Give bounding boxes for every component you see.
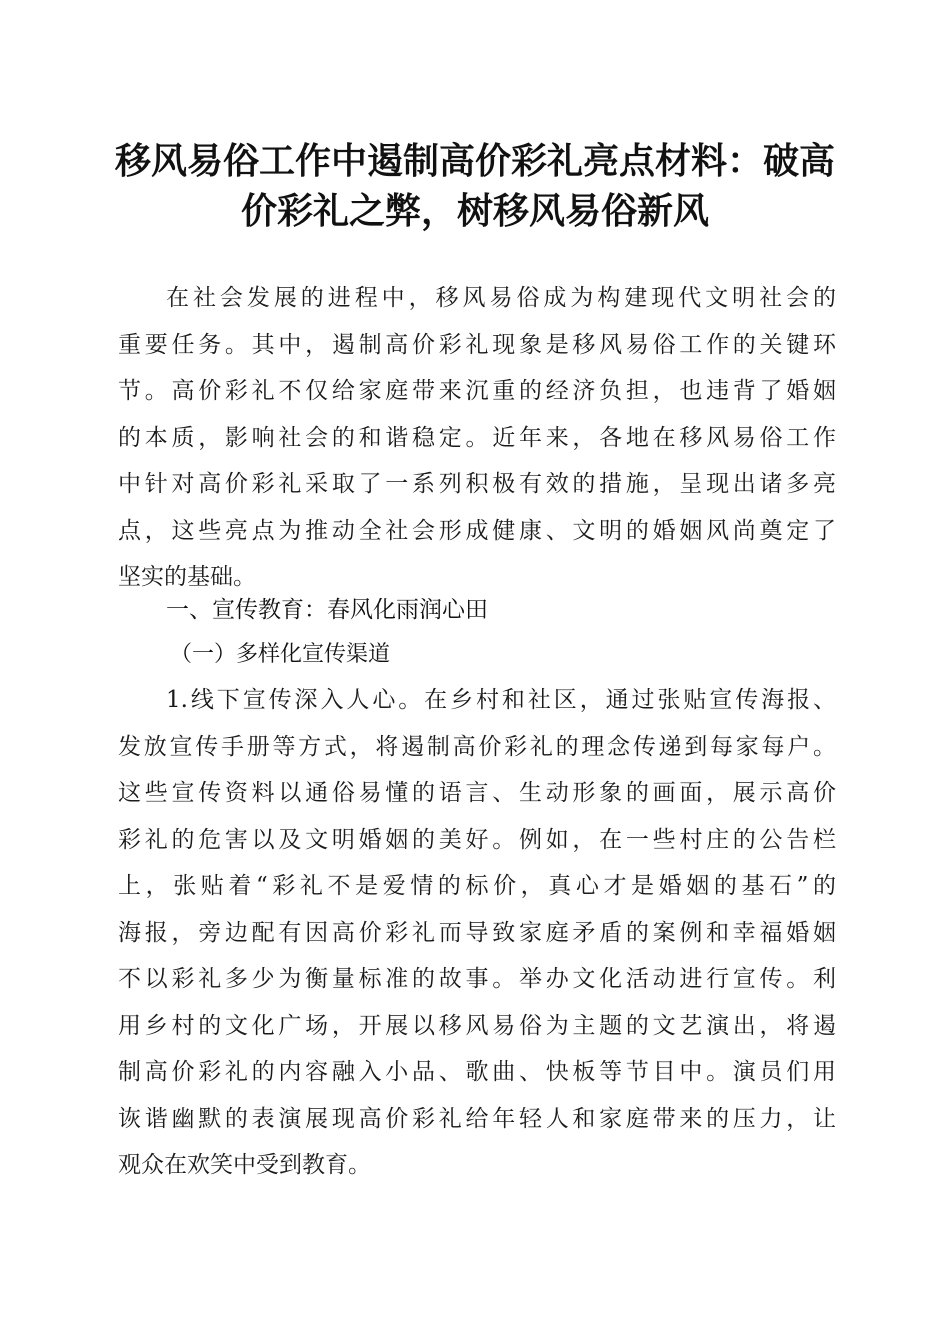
subsection-heading: （一）多样化宣传渠道 xyxy=(170,642,391,667)
paragraph-line: 重要任务。其中，遏制高价彩礼现象是移风易俗工作的关键环 xyxy=(118,331,836,358)
paragraph-line: 用乡村的文化广场，开展以移风易俗为主题的文艺演出，将遏 xyxy=(118,1012,836,1039)
paragraph-line: 制高价彩礼的内容融入小品、歌曲、快板等节目中。演员们用 xyxy=(118,1059,836,1085)
paragraph-line: 节。高价彩礼不仅给家庭带来沉重的经济负担，也违背了婚姻 xyxy=(118,378,836,404)
paragraph-line: 的本质，影响社会的和谐稳定。近年来，各地在移风易俗工作 xyxy=(118,424,836,451)
paragraph-line: 点，这些亮点为推动全社会形成健康、文明的婚姻风尚奠定了 xyxy=(118,517,836,544)
section-heading: 一、宣传教育：春风化雨润心田 xyxy=(166,597,488,623)
paragraph-line: 不以彩礼多少为衡量标准的故事。举办文化活动进行宣传。利 xyxy=(118,966,836,992)
paragraph-line: 上，张贴着“彩礼不是爱情的标价，真心才是婚姻的基石”的 xyxy=(118,873,836,899)
paragraph-line: 海报，旁边配有因高价彩礼而导致家庭矛盾的案例和幸福婚姻 xyxy=(118,919,836,946)
paragraph-line: 这些宣传资料以通俗易懂的语言、生动形象的画面，展示高价 xyxy=(118,780,836,806)
title-line-1: 移风易俗工作中遏制高价彩礼亮点材料：破高 xyxy=(114,140,835,182)
paragraph-line: 1.线下宣传深入人心。在乡村和社区，通过张贴宣传海报、 xyxy=(166,687,836,713)
paragraph-line: 诙谐幽默的表演展现高价彩礼给年轻人和家庭带来的压力，让 xyxy=(118,1105,836,1132)
title-line-2: 价彩礼之弊，树移风易俗新风 xyxy=(240,190,709,232)
paragraph-line: 在社会发展的进程中，移风易俗成为构建现代文明社会的 xyxy=(166,285,836,311)
intro-paragraph xyxy=(118,275,836,601)
paragraph-line: 彩礼的危害以及文明婚姻的美好。例如，在一些村庄的公告栏 xyxy=(118,826,836,853)
paragraph-line: 坚实的基础。 xyxy=(118,564,256,590)
document-title xyxy=(100,136,850,236)
paragraph-line: 观众在欢笑中受到教育。 xyxy=(118,1152,371,1178)
section-paragraph xyxy=(118,677,836,1189)
paragraph-line: 发放宣传手册等方式，将遏制高价彩礼的理念传递到每家每户。 xyxy=(118,733,836,760)
paragraph-line: 中针对高价彩礼采取了一系列积极有效的措施，呈现出诸多亮 xyxy=(118,471,836,497)
